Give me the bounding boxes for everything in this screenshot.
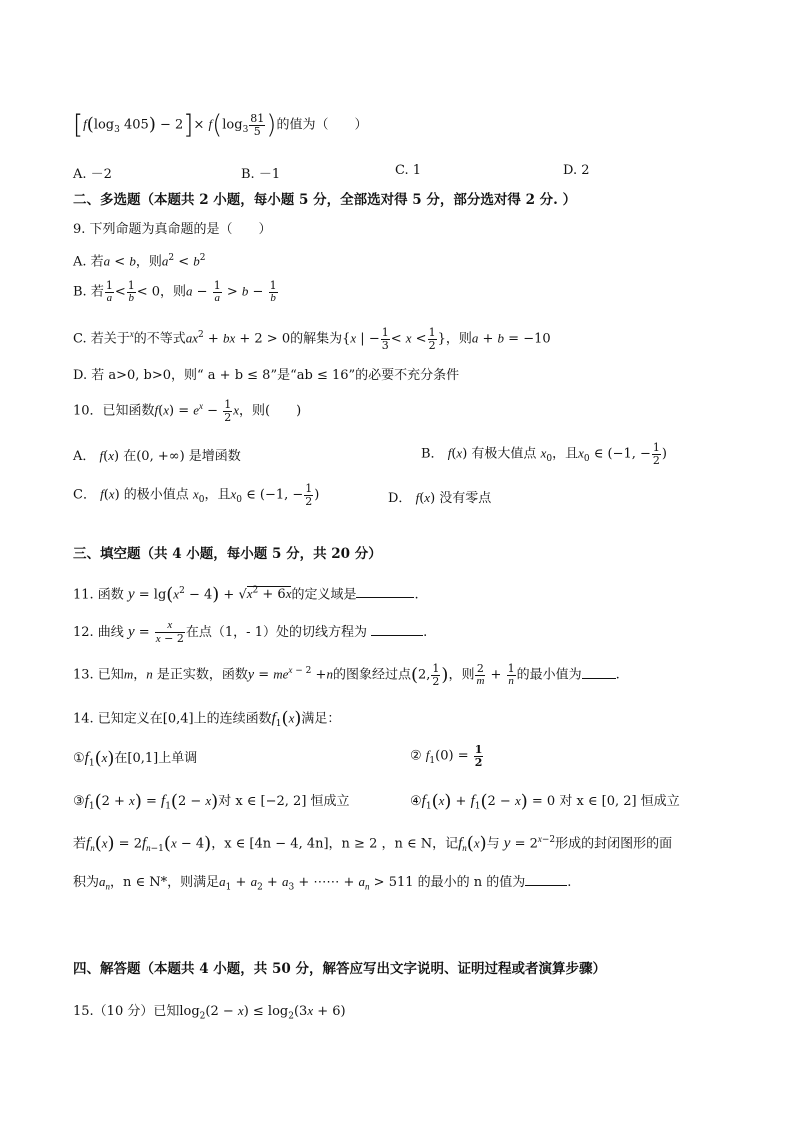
- q10-option-d: D． f(x) 没有零点: [388, 490, 492, 506]
- q8-option-a: A. －2: [73, 167, 112, 182]
- q13-answer-blank[interactable]: [582, 678, 616, 679]
- q10-c-label: C．: [73, 487, 96, 503]
- q14-condition-2: ② $f_1(0)$ = $\frac{1}{2}$: [410, 743, 483, 769]
- q10-c-text: 的极小值点: [123, 487, 189, 503]
- q14-c4-mark: ④: [410, 794, 422, 809]
- q14-stem-text: 14. 已知定义在[0,4]上的连续函数: [73, 711, 272, 727]
- q13-mid1: ，: [133, 667, 147, 683]
- q9-c-label: C. 若关于: [73, 331, 130, 347]
- q14-line6: 积为$a_n$，n ∈ N*，则满足$a_1 + a_2 + a_3$ + ⋯⋯ + $a_n > 511$ 的最小的 n 的值为 .: [73, 874, 572, 893]
- q14-line5-post: 形成的封闭图形的面: [555, 836, 673, 852]
- q14-line6-pre: 积为: [73, 875, 100, 890]
- q10-option-b: B． f(x) 有极大值点 $x_0$，且$x_0$ ∈ (−1, − $\frac{1}{2}$ ): [421, 441, 667, 467]
- q8-option-d: D. 2: [563, 163, 590, 178]
- q9-c-tail: 的解集为: [290, 331, 343, 347]
- q8-expression: [$f(\log_3$ $405) - 2]\times f(\log_3$ $\frac{81}{5}$ )的值为（ ）: [73, 110, 368, 140]
- q9-option-a: A. 若a < b，则$a^2 < b^2$: [73, 253, 206, 270]
- q9-c-mid: 的不等式: [133, 331, 186, 347]
- q14-line5: 若$f_n(x) = 2f_{n-1}(x - 4)$，x ∈ [4n − 4, 4n]，n ≥ 2 ，n ∈ N，记$f_n(x)$与 $y = 2^{x-2}$形成的封闭图形的面: [73, 833, 673, 854]
- q14-stem-post: 满足：: [301, 711, 341, 727]
- q8-option-c: C. 1: [395, 163, 422, 178]
- q14-stem: 14. 已知定义在[0,4]上的连续函数$f_1(x)$满足：: [73, 708, 341, 729]
- section4-title: 四、解答题（本题共 4 小题，共 50 分，解答应写出文字说明、证明过程或者演算步骤）: [73, 961, 606, 977]
- q9-stem: 9. 下列命题为真命题的是（ ）: [73, 222, 272, 237]
- q11: 11. 函数 $y = \lg(x^2 - 4) + √x^2 + 6x$的定义域是 .: [73, 584, 419, 605]
- q10-stem-pre: 10．已知函数: [73, 403, 155, 419]
- q11-answer-blank[interactable]: [356, 597, 414, 598]
- q13-post: 的最小值为: [516, 667, 582, 683]
- q10-c-tail: ，且: [204, 487, 231, 503]
- q14-condition-4: $④f_1(x) + f_1(2 - x) = 0$ 对 x ∈ [0, 2] 恒成立: [410, 791, 680, 812]
- q10-b-label: B．: [421, 446, 444, 462]
- q9-b-label: B. 若: [73, 284, 104, 300]
- q10-a-text: 在(0, +∞) 是增函数: [123, 449, 241, 464]
- q13-mid2: 是正实数，函数: [152, 667, 248, 683]
- q13-mid3: 的图象经过点: [332, 667, 411, 683]
- q13-mid4: ，则: [448, 667, 475, 683]
- q9-option-b: B. 若 $\frac{1}{a}$ < $\frac{1}{b}$ < 0，则a − $\frac{1}{a}$ > b − $\frac{1}{b}$: [73, 279, 277, 304]
- q10-a-label: A．: [73, 449, 96, 464]
- q10-option-a: A． f(x) 在(0, +∞) 是增函数: [73, 448, 241, 464]
- q10-stem-post: ，则( ): [239, 403, 302, 419]
- q14-c4-text: 对 x ∈ [0, 2] 恒成立: [559, 794, 680, 809]
- q15: 15.（10 分）已知$\log_2(2 - x) \le \log_2(3x + 6)$: [73, 1003, 346, 1022]
- q12-answer-blank[interactable]: [371, 635, 423, 636]
- q14-answer-blank[interactable]: [525, 885, 567, 886]
- q13: 13. 已知m，n 是正实数，函数$y = me^{x - 2} +n$的图象经过点(2, $\frac{1}{2}$ )，则 $\frac{2}{m}$ + $\frac{1}{n}$ 的最小值为 .: [73, 662, 620, 688]
- q9-a-then: ，则: [135, 254, 162, 270]
- q12-post: 在点（1，- 1）处的切线方程为: [185, 625, 367, 641]
- q10-b-text: 有极大值点: [471, 446, 537, 462]
- q14-condition-3: $③f_1(2 + x) = f_1(2 - x)$对 x ∈ [−2, 2] 恒成立: [73, 791, 350, 812]
- q14-c1-mark: ①: [73, 751, 85, 766]
- q10-d-text: 没有零点: [439, 491, 492, 506]
- q14-condition-1: $①f_1(x)$在[0,1]上单调: [73, 748, 198, 769]
- q8-tail: 的值为（ ）: [276, 117, 368, 133]
- section2-title: 二、多选题（本题共 2 小题，每小题 5 分，全部选对得 5 分，部分选对得 2 分. ）: [73, 192, 577, 208]
- q9-option-c: C. 若关于$^x$的不等式$ax^2$ + bx + 2 > 0的解集为{x | − $\frac{1}{3}$ < x < $\frac{1}{2}$ }，则a + b = −10: [73, 326, 551, 352]
- q12-pre: 12. 曲线: [73, 625, 124, 641]
- q14-line6-post: 的最小的 n 的值为: [417, 875, 526, 890]
- q14-c3-text: 对 x ∈ [−2, 2] 恒成立: [218, 794, 350, 809]
- q10-b-tail: ，且: [552, 446, 579, 462]
- q12: 12. 曲线 y = $\frac{x}{x - 2}$ 在点（1，- 1）处的切线方程为 .: [73, 619, 428, 645]
- q13-pre: 13. 已知: [73, 667, 124, 683]
- q10-d-label: D．: [388, 491, 412, 506]
- q15-pre: 15.（10 分）已知: [73, 1004, 180, 1019]
- q14-line5-pre: 若: [73, 836, 87, 852]
- q9-option-d: D. 若 a>0, b>0，则“ a + b ≤ 8”是“ab ≤ 16”的必要不充分条件: [73, 368, 460, 383]
- section3-title: 三、填空题（共 4 小题，每小题 5 分，共 20 分）: [73, 546, 382, 562]
- q9-a-label: A. 若: [73, 254, 104, 270]
- q9-b-then: ，则: [160, 284, 187, 300]
- q11-post: 的定义域是: [291, 587, 357, 603]
- q9-c-then: ，则: [445, 331, 472, 347]
- q8-option-b: B. －1: [241, 167, 281, 182]
- q14-c3-mark: ③: [73, 794, 85, 809]
- q14-line5-mid: ，x ∈ [4n − 4, 4n]，n ≥ 2 ，n ∈ N，记: [211, 836, 459, 852]
- q14-c2-mark: ②: [410, 748, 422, 764]
- q14-c1-text: 在[0,1]上单调: [114, 751, 198, 766]
- q14-line6-mid: ，n ∈ N*，则满足: [110, 875, 220, 890]
- q10-option-c: C． f(x) 的极小值点 $x_0$，且$x_0$ ∈ (−1, − $\frac{1}{2}$ ): [73, 482, 320, 508]
- q10-stem: 10．已知函数$f(x) = e^x$ − $\frac{1}{2}$ x，则( ): [73, 398, 302, 424]
- q11-pre: 11. 函数: [73, 587, 124, 603]
